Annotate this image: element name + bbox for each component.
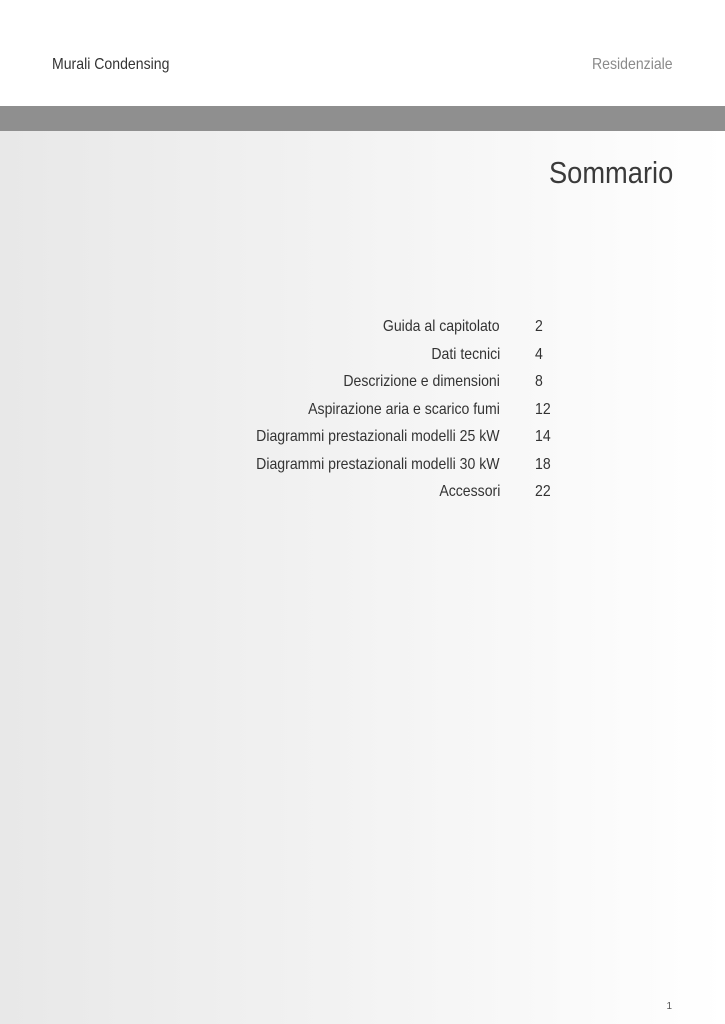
toc-item[interactable] xyxy=(0,451,725,479)
toc-item-title: Diagrammi prestazionali modelli 25 kW xyxy=(256,428,500,445)
toc-item[interactable] xyxy=(0,478,725,506)
toc-item-title: Dati tecnici xyxy=(431,345,500,363)
toc-item-title: Descrizione e dimensioni xyxy=(343,373,500,390)
toc-item-page: 8 xyxy=(535,373,543,390)
toc-item-page: 4 xyxy=(535,345,543,363)
toc-item-title: Guida al capitolato xyxy=(383,318,500,335)
toc-item[interactable] xyxy=(0,396,725,424)
toc-item-page: 22 xyxy=(535,483,551,500)
toc-item-title: Aspirazione aria e scarico fumi xyxy=(308,400,500,418)
page-number: 1 xyxy=(666,1001,672,1012)
page-title: Sommario xyxy=(548,155,673,190)
header-category: Residenziale xyxy=(592,56,673,73)
toc-item-page: 12 xyxy=(535,400,551,418)
header-product-name: Murali Condensing xyxy=(52,56,170,73)
toc-item-page: 2 xyxy=(535,318,543,335)
toc-item-page: 18 xyxy=(535,455,551,473)
toc-item[interactable] xyxy=(0,423,725,451)
toc-item[interactable] xyxy=(0,313,725,341)
toc-item-title: Diagrammi prestazionali modelli 30 kW xyxy=(256,455,500,473)
header-band xyxy=(0,106,725,131)
toc-item-page: 14 xyxy=(535,428,551,445)
page-header xyxy=(0,0,725,106)
table-of-contents xyxy=(0,313,725,506)
toc-item[interactable] xyxy=(0,341,725,369)
page-content xyxy=(0,131,725,1024)
toc-item-title: Accessori xyxy=(438,483,500,500)
toc-item[interactable] xyxy=(0,368,725,396)
